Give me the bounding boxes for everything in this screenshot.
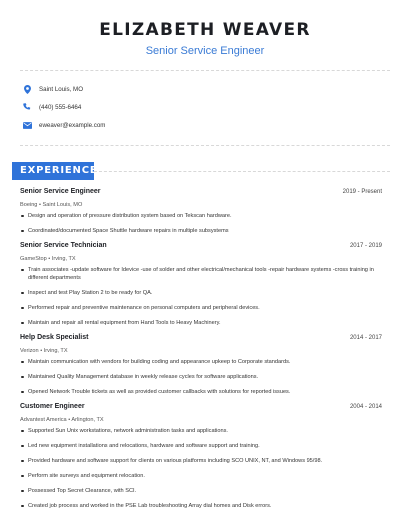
contact-phone [22,98,105,116]
job-location: Arlington, TX [71,417,104,423]
job-bullet: Performed repair and preventive maintenance on personal computers and peripheral devices. [20,304,382,312]
job-entry [20,242,382,327]
job-bullet: Train associates -update software for Idevice -use of solder and other electrical/mechanical tools -repair hardware systems -cross training in different departments [20,266,382,282]
job-dates: 2017 - 2019 [349,243,382,249]
job-entry [20,334,382,396]
job-dates: 2019 - Present [342,189,382,195]
contact-location [22,80,105,98]
job-bullet: Maintain communication with vendors for building coding and appearance upkeep to Corporate standards. [20,358,382,366]
location-pin-icon [22,84,32,94]
job-bullet: Design and operation of pressure distribution system based on Tekscan hardware. [20,212,382,220]
job-company-line: Verizon • Irving, TX [20,348,68,354]
job-location: Irving, TX [51,256,76,262]
job-bullet: Perform site surveys and equipment relocation. [20,472,382,480]
job-dates: 2014 - 2017 [349,335,382,341]
job-bullet: Maintained Quality Management database in weekly release cycles for software applications. [20,373,382,381]
job-company-line: Boeing • Saint Louis, MO [20,202,83,208]
experience-heading: EXPERIENCE [20,165,98,176]
experience-list [20,188,382,517]
job-company-line: Advantest America • Arlington, TX [20,417,104,423]
resume-header [0,0,410,58]
job-bullet: Coordinated/documented Space Shuttle hardware repairs in multiple subsystems [20,227,382,235]
experience-rule [94,171,390,172]
job-title: Senior Service Engineer [20,188,101,195]
job-bullet: Inspect and test Play Station 2 to be ready for QA. [20,289,382,297]
job-bullet: Created job process and worked in the PSE Lab troubleshooting Array dial homes and Disk errors. [20,502,382,510]
candidate-name: ELIZABETH WEAVER [99,20,311,40]
job-title: Customer Engineer [20,403,85,410]
job-entry [20,403,382,510]
job-bullet: Supported Sun Unix workstations, network administration tasks and applications. [20,427,382,435]
job-location: Saint Louis, MO [42,202,83,208]
job-company: Verizon [20,348,39,354]
job-title: Help Desk Specialist [20,334,89,341]
contact-email-text: eweaver@example.com [39,121,106,129]
job-bullet: Opened Network Trouble tickets as well as provided customer callbacks with solutions for reported issues. [20,388,382,396]
job-bullets [20,358,382,396]
contact-list [22,80,105,134]
job-bullet: Maintain and repair all rental equipment from Hand Tools to Heavy Machinery. [20,319,382,327]
contact-location-text: Saint Louis, MO [39,85,84,93]
job-bullet: Possessed Top Secret Clearance, with SCI. [20,487,382,495]
job-dates: 2004 - 2014 [349,404,382,410]
job-title: Senior Service Technician [20,242,107,249]
job-bullet: Provided hardware and software support for clients on various platforms including SCO UNIX, NT, and Windows 95/98. [20,457,382,465]
contact-phone-text: (440) 555-6464 [39,103,82,111]
job-entry [20,188,382,235]
phone-icon [22,102,32,112]
contact-divider [20,145,390,146]
header-divider [20,70,390,71]
job-company: Boeing [20,202,38,208]
job-bullets [20,266,382,327]
job-company-line: GameStop • Irving, TX [20,256,76,262]
job-location: Irving, TX [43,348,68,354]
candidate-title: Senior Service Engineer [145,45,265,57]
job-company: Advantest America [20,417,67,423]
contact-email [22,116,105,134]
job-bullets [20,212,382,235]
job-bullet: Led new equipment installations and relocations, hardware and software support and training. [20,442,382,450]
job-bullets [20,427,382,510]
email-icon [22,120,32,130]
job-company: GameStop [20,256,47,262]
